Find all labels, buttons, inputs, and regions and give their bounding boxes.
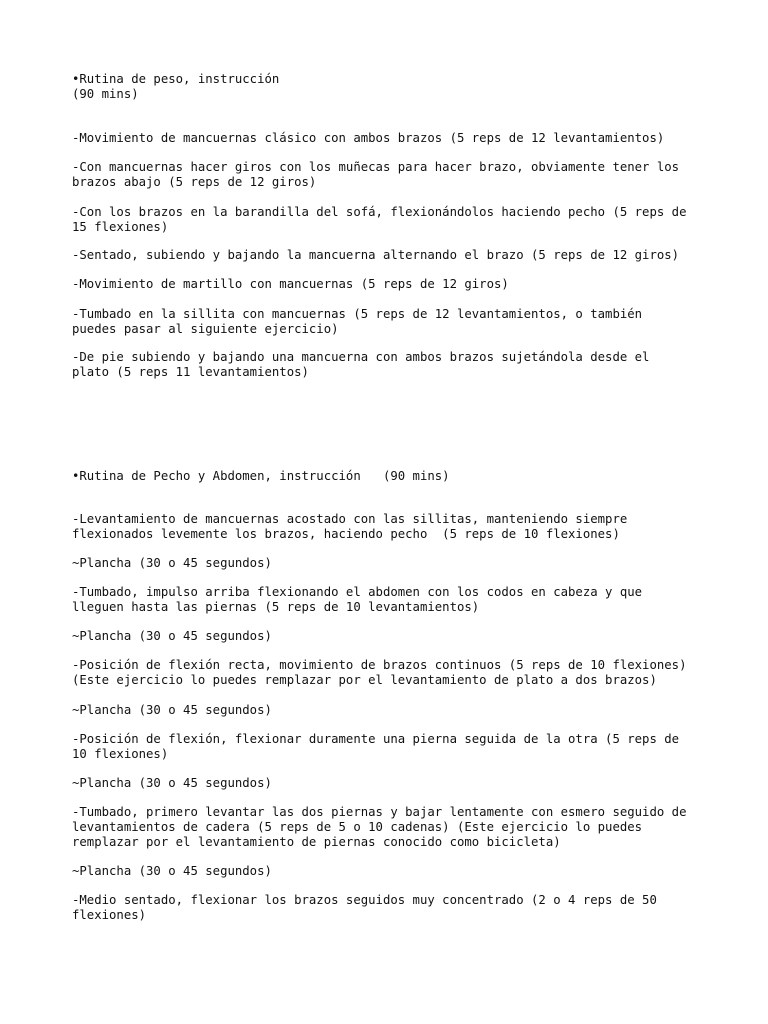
exercise-item <box>72 658 704 688</box>
item-line: -Tumbado, impulso arriba flexionando el abdomen con los codos en cabeza y que <box>72 585 643 599</box>
exercise-item <box>72 512 704 542</box>
item-line: flexionados levemente los brazos, haciendo pecho (5 reps de 10 flexiones) <box>72 527 620 541</box>
plank-item <box>72 864 704 879</box>
exercise-item <box>72 350 704 380</box>
plank-item <box>72 703 704 718</box>
item-line: -Medio sentado, flexionar los brazos seguidos muy concentrado (2 o 4 reps de 50 <box>72 893 657 907</box>
item-line: (Este ejercicio lo puedes remplazar por el levantamiento de plato a dos brazos) <box>72 673 657 687</box>
exercise-item <box>72 160 704 190</box>
item-line: -Posición de flexión, flexionar duramente una pierna seguida de la otra (5 reps de <box>72 732 680 746</box>
item-line: levantamientos de cadera (5 reps de 5 o 10 cadenas) (Este ejercicio lo puedes <box>72 820 643 834</box>
item-line: remplazar por el levantamiento de piernas conocido como bicicleta) <box>72 835 561 849</box>
item-line: ~Plancha (30 o 45 segundos) <box>72 629 272 643</box>
item-line: -Sentado, subiendo y bajando la mancuerna alternando el brazo (5 reps de 12 giros) <box>72 248 680 262</box>
item-line: lleguen hasta las piernas (5 reps de 10 levantamientos) <box>72 600 480 614</box>
item-line: -Posición de flexión recta, movimiento de brazos continuos (5 reps de 10 flexiones) <box>72 658 687 672</box>
item-line: -Tumbado en la sillita con mancuernas (5 reps de 12 levantamientos, o también <box>72 307 643 321</box>
item-line: 10 flexiones) <box>72 747 169 761</box>
section-2-title: •Rutina de Pecho y Abdomen, instrucción (90 mins) <box>72 469 450 483</box>
item-line: -Con mancuernas hacer giros con los muñecas para hacer brazo, obviamente tener los <box>72 160 680 174</box>
exercise-item <box>72 205 704 235</box>
item-line: brazos abajo (5 reps de 12 giros) <box>72 175 317 189</box>
item-line: ~Plancha (30 o 45 segundos) <box>72 776 272 790</box>
exercise-item <box>72 277 704 292</box>
exercise-item <box>72 585 704 615</box>
item-line: -Movimiento de martillo con mancuernas (5 reps de 12 giros) <box>72 277 509 291</box>
item-line: -Tumbado, primero levantar las dos piernas y bajar lentamente con esmero seguido de <box>72 805 687 819</box>
item-line: 15 flexiones) <box>72 220 169 234</box>
exercise-item <box>72 248 704 263</box>
item-line: puedes pasar al siguiente ejercicio) <box>72 322 339 336</box>
section-1-heading <box>72 72 704 102</box>
exercise-item <box>72 805 704 850</box>
section-2-heading <box>72 469 704 484</box>
plank-item <box>72 776 704 791</box>
item-line: ~Plancha (30 o 45 segundos) <box>72 703 272 717</box>
item-line: ~Plancha (30 o 45 segundos) <box>72 864 272 878</box>
item-line: -Levantamiento de mancuernas acostado con las sillitas, manteniendo siempre <box>72 512 628 526</box>
section-1-title: •Rutina de peso, instrucción <box>72 72 280 86</box>
exercise-item <box>72 893 704 923</box>
item-line: -Con los brazos en la barandilla del sofá, flexionándolos haciendo pecho (5 reps de <box>72 205 687 219</box>
item-line: -Movimiento de mancuernas clásico con ambos brazos (5 reps de 12 levantamientos) <box>72 131 665 145</box>
section-1-duration: (90 mins) <box>72 87 139 101</box>
plank-item <box>72 629 704 644</box>
exercise-item <box>72 732 704 762</box>
item-line: plato (5 reps 11 levantamientos) <box>72 365 309 379</box>
exercise-item <box>72 307 704 337</box>
item-line: ~Plancha (30 o 45 segundos) <box>72 556 272 570</box>
exercise-item <box>72 131 704 146</box>
plank-item <box>72 556 704 571</box>
item-line: -De pie subiendo y bajando una mancuerna con ambos brazos sujetándola desde el <box>72 350 650 364</box>
item-line: flexiones) <box>72 908 147 922</box>
